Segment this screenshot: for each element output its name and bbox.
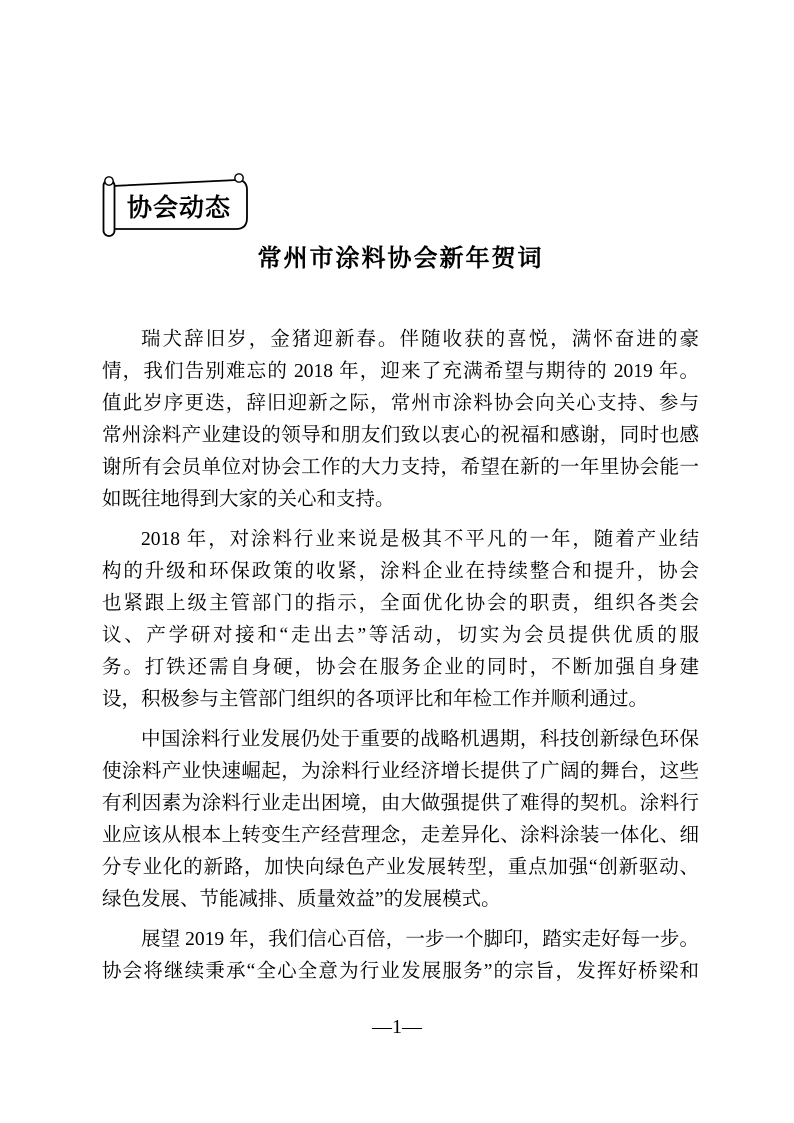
text-line: 协会将继续秉承“全心全意为行业发展服务”的宗旨，发挥好桥梁和 — [102, 961, 699, 982]
text-line: 谢所有会员单位对协会工作的大力支持，希望在新的一年里协会能一 — [102, 457, 699, 478]
text-line: 展望 2019 年，我们信心百倍，一步一个脚印，踏实走好每一步。 — [141, 929, 699, 950]
text-line: 中国涂料行业发展仍处于重要的战略机遇期，科技创新绿色环保 — [141, 729, 699, 750]
text-line: 业应该从根本上转变生产经营理念，走差异化、涂料涂装一体化、细 — [102, 825, 699, 846]
text-line: 2018 年，对涂料行业来说是极其不平凡的一年，随着产业结 — [141, 529, 699, 550]
text-line: 也紧跟上级主管部门的指示，全面优化协会的职责，组织各类会 — [102, 593, 699, 614]
text-line: 构的升级和环保政策的收紧，涂料企业在持续整合和提升，协会 — [102, 561, 699, 582]
text-line: 如既往地得到大家的关心和支持。 — [102, 489, 395, 510]
text-line: 务。打铁还需自身硬，协会在服务企业的同时，不断加强自身建 — [102, 657, 699, 678]
text-line: 设，积极参与主管部门组织的各项评比和年检工作并顺利通过。 — [102, 689, 649, 710]
text-line: 情，我们告别难忘的 2018 年，迎来了充满希望与期待的 2019 年。 — [102, 361, 699, 382]
paragraph — [102, 924, 699, 988]
paragraph — [102, 324, 699, 516]
page-number: —1— — [372, 1016, 422, 1038]
text-line: 绿色发展、节能减排、质量效益”的发展模式。 — [102, 889, 501, 910]
section-banner — [100, 171, 252, 241]
text-line: 有利因素为涂料行业走出困境，由大做强提供了难得的契机。涂料行 — [102, 793, 699, 814]
text-line: 常州涂料产业建设的领导和朋友们致以衷心的祝福和感谢，同时也感 — [102, 425, 699, 446]
text-line: 分专业化的新路，加快向绿色产业发展转型，重点加强“创新驱动、 — [102, 857, 699, 878]
text-line: 议、产学研对接和“走出去”等活动，切实为会员提供优质的服 — [102, 625, 699, 646]
paragraph — [102, 524, 699, 716]
text-line: 瑞犬辞旧岁，金猪迎新春。伴随收获的喜悦，满怀奋进的豪 — [141, 329, 699, 350]
paragraph — [102, 724, 699, 916]
text-line: 值此岁序更迭，辞旧迎新之际，常州市涂料协会向关心支持、参与 — [102, 393, 699, 414]
article-title: 常州市涂料协会新年贺词 — [257, 246, 544, 272]
section-banner-label: 协会动态 — [126, 195, 231, 222]
text-line: 使涂料产业快速崛起，为涂料行业经济增长提供了广阔的舞台，这些 — [102, 761, 699, 782]
article-body — [102, 324, 699, 996]
